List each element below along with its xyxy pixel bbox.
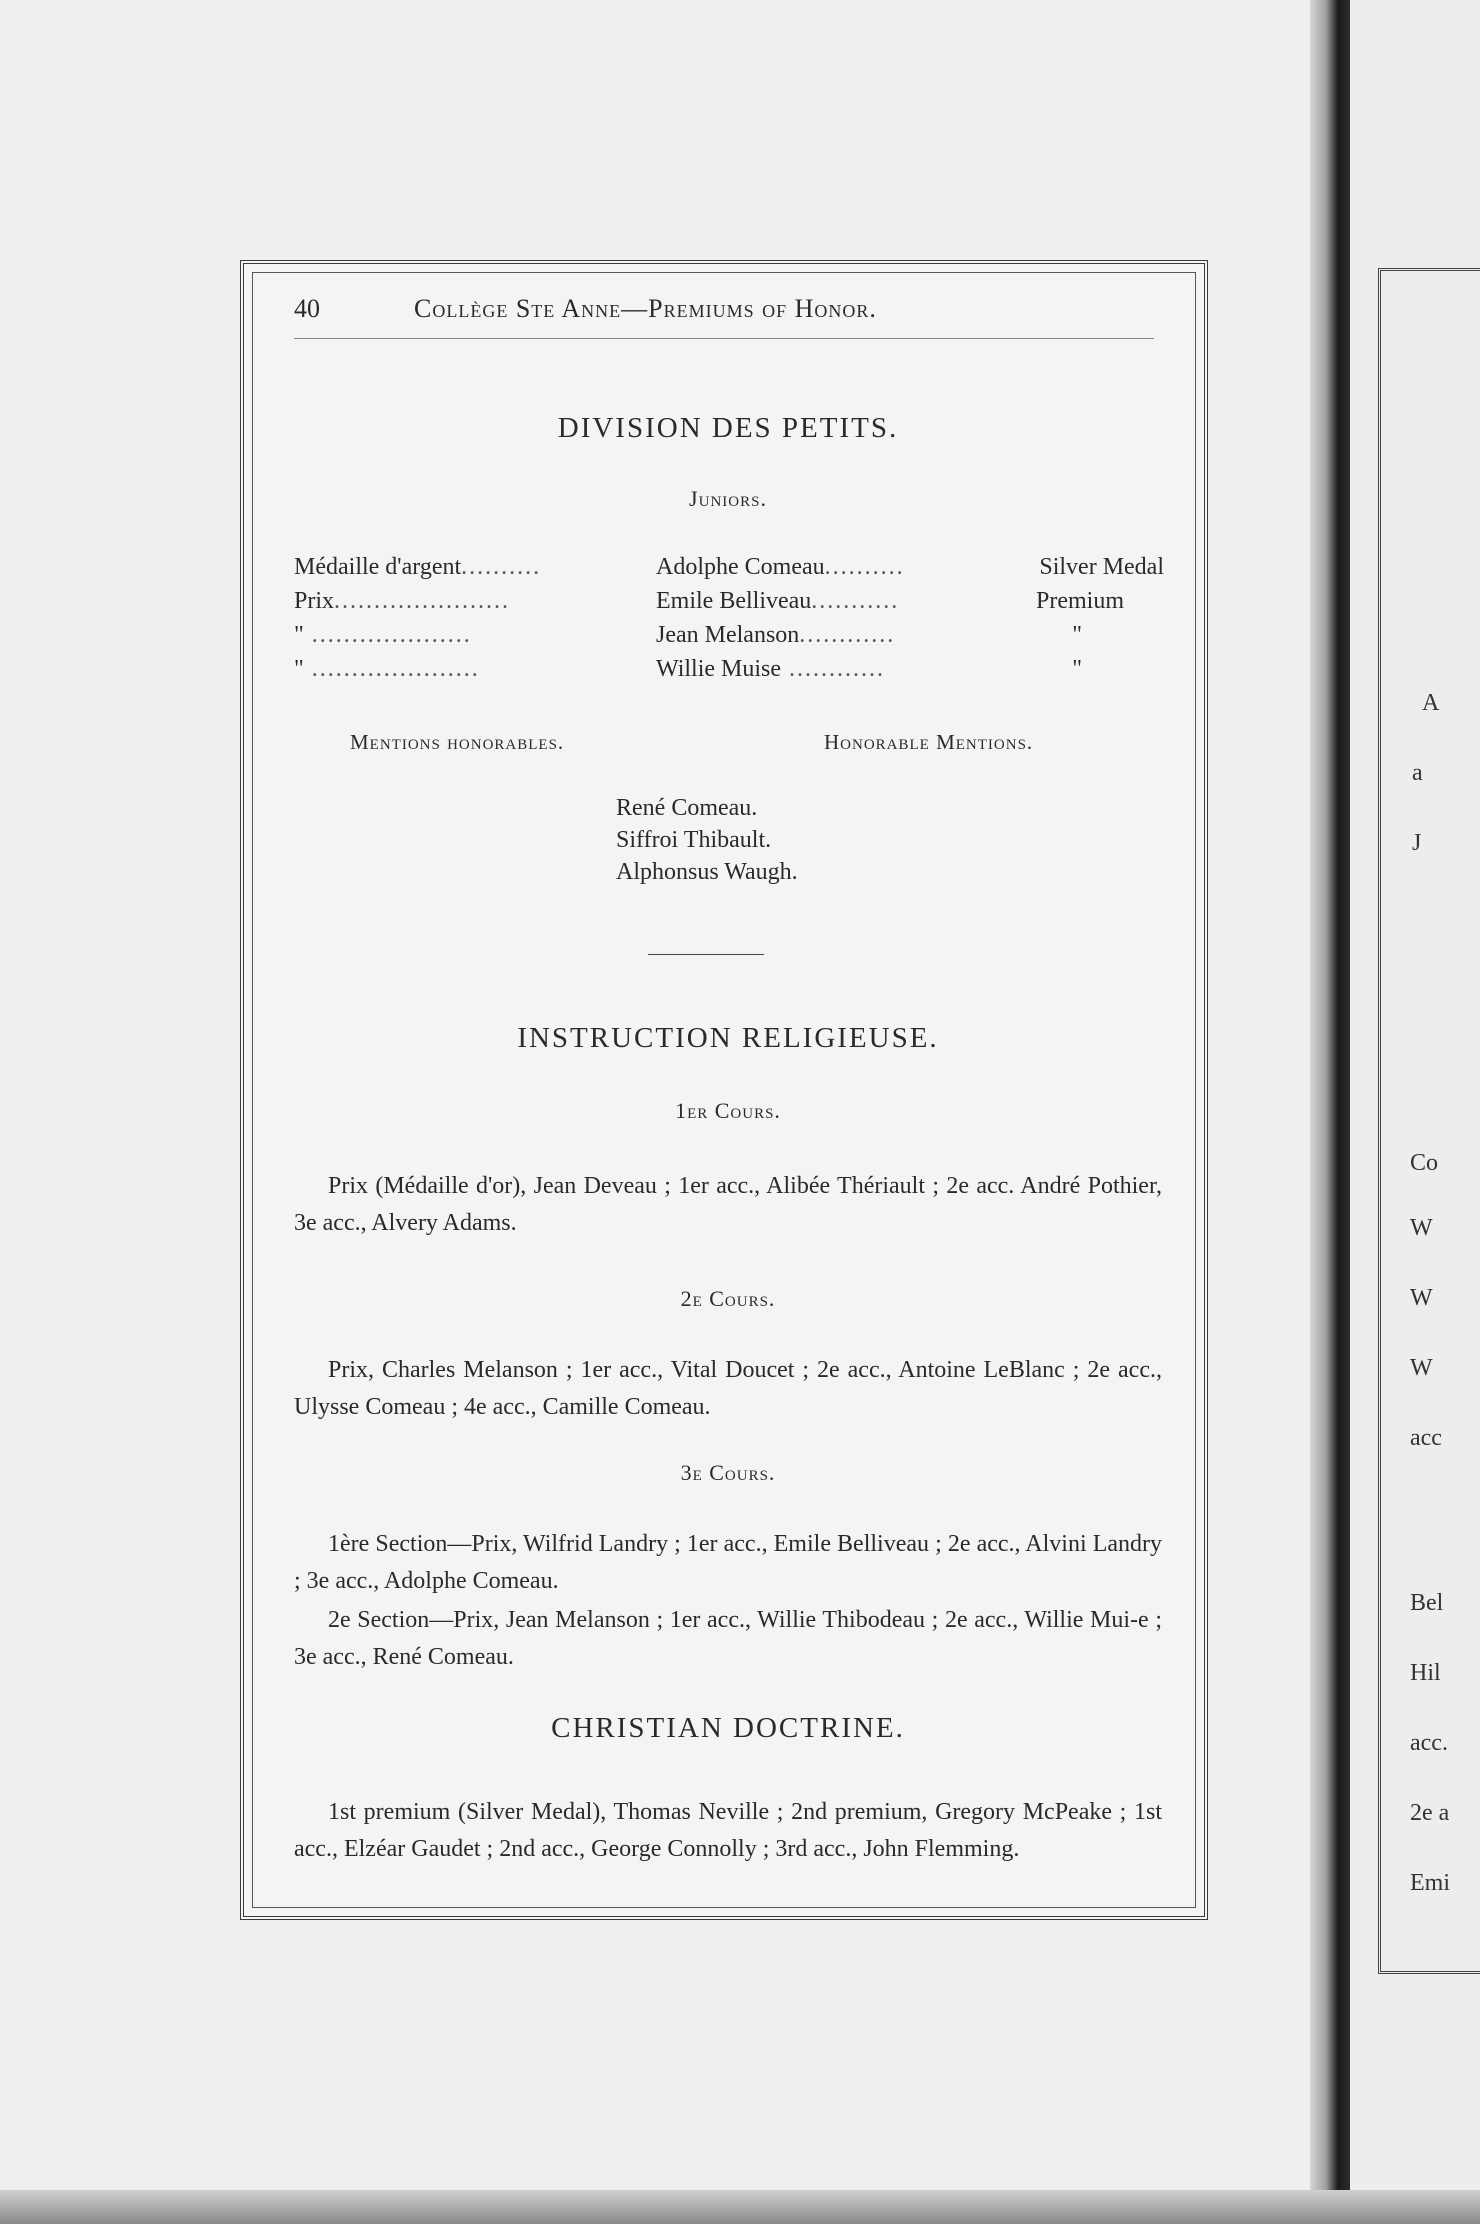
prize-row — [294, 588, 1164, 618]
cours3-title: 3e Cours. — [680, 1460, 776, 1485]
leader-dots: .......... — [461, 554, 542, 580]
juniors-subtitle: Juniors. — [689, 486, 767, 511]
facing-page-fragment: J — [1412, 830, 1422, 856]
prize-winner: Adolphe Comeau — [656, 554, 825, 580]
prize-english: " — [1072, 622, 1082, 648]
facing-page-fragment: W — [1410, 1215, 1433, 1241]
division-title: DIVISION DES PETITS. — [557, 412, 899, 444]
facing-page-fragment: acc. — [1410, 1730, 1448, 1756]
religion-title: INSTRUCTION RELIGIEUSE. — [517, 1022, 939, 1054]
facing-page-fragment: acc — [1410, 1425, 1442, 1451]
mention-name: Alphonsus Waugh. — [616, 859, 798, 885]
prize-winner: Jean Melanson — [656, 622, 800, 648]
facing-page-fragment: Hil — [1410, 1660, 1441, 1686]
facing-page-fragment: Emi — [1410, 1870, 1450, 1896]
doctrine-paragraph: 1st premium (Silver Medal), Thomas Neville ; 2nd premium, Gregory McPeake ; 1st acc., Elzéar Gaudet ; 2nd acc., George Connolly ; 3rd acc., John Flemming. — [294, 1799, 1162, 1862]
page-number: 40 — [294, 294, 320, 323]
prize-french: " — [294, 622, 304, 648]
facing-page-fragment: a — [1412, 760, 1423, 786]
leader-dots: .......... — [824, 554, 905, 580]
leader-dots: ............ — [799, 622, 896, 648]
prize-row — [294, 554, 1164, 584]
doctrine-title: CHRISTIAN DOCTRINE. — [551, 1712, 905, 1744]
facing-page-fragment: W — [1410, 1355, 1433, 1381]
leader-dots: ........... — [811, 588, 900, 614]
leader-dots: ............ — [781, 656, 886, 682]
mentions-english-heading: Honorable Mentions. — [824, 730, 1034, 754]
prize-row — [294, 656, 1164, 686]
prize-english: Premium — [1036, 588, 1124, 614]
running-head — [294, 288, 1154, 339]
cours2-title: 2e Cours. — [680, 1286, 776, 1311]
facing-page-frame — [1378, 268, 1480, 1974]
scan-bottom-edge — [0, 2190, 1480, 2224]
book-gutter — [1310, 0, 1350, 2224]
prize-winner: Willie Muise — [656, 656, 782, 682]
cours3-section1-paragraph: 1ère Section—Prix, Wilfrid Landry ; 1er acc., Emile Belliveau ; 2e acc., Alvini Landry ; 3e acc., Adolphe Comeau. — [294, 1531, 1162, 1594]
facing-page-fragment: Co — [1410, 1150, 1439, 1176]
prize-english: Silver Medal — [1039, 554, 1164, 580]
facing-page-fragment: Bel — [1410, 1590, 1444, 1616]
prize-winner: Emile Belliveau — [656, 588, 812, 614]
leader-dots: ..................... — [303, 656, 480, 682]
prize-french: Médaille d'argent — [294, 554, 462, 580]
mention-name: René Comeau. — [616, 795, 758, 821]
mention-name: Siffroi Thibault. — [616, 827, 772, 853]
page-frame — [240, 260, 1208, 1920]
mention-list — [616, 792, 798, 888]
prize-french: Prix — [294, 588, 335, 614]
prize-row — [294, 622, 1164, 652]
cours1-paragraph: Prix (Médaille d'or), Jean Deveau ; 1er acc., Alibée Thériault ; 2e acc. André Pothier, 3e acc., Alvery Adams. — [294, 1173, 1162, 1236]
prize-english: " — [1072, 656, 1082, 682]
cours1-title: 1er Cours. — [675, 1098, 781, 1123]
mentions-french-heading: Mentions honorables. — [350, 730, 565, 754]
running-title: Collège Ste Anne—Premiums of Honor. — [414, 294, 877, 323]
facing-page-fragment: 2e a — [1410, 1800, 1450, 1826]
prize-french: " — [294, 656, 304, 682]
leader-dots: ...................... — [334, 588, 511, 614]
section-divider — [648, 954, 764, 955]
cours3-section2-paragraph: 2e Section—Prix, Jean Melanson ; 1er acc., Willie Thibodeau ; 2e acc., Willie Mui-e ; 3e acc., René Comeau. — [294, 1607, 1162, 1670]
facing-page-fragment: W — [1410, 1285, 1433, 1311]
facing-page-fragment: A — [1422, 690, 1440, 716]
leader-dots: .................... — [303, 622, 472, 648]
cours2-paragraph: Prix, Charles Melanson ; 1er acc., Vital Doucet ; 2e acc., Antoine LeBlanc ; 2e acc., Ulysse Comeau ; 4e acc., Camille Comeau. — [294, 1357, 1162, 1420]
